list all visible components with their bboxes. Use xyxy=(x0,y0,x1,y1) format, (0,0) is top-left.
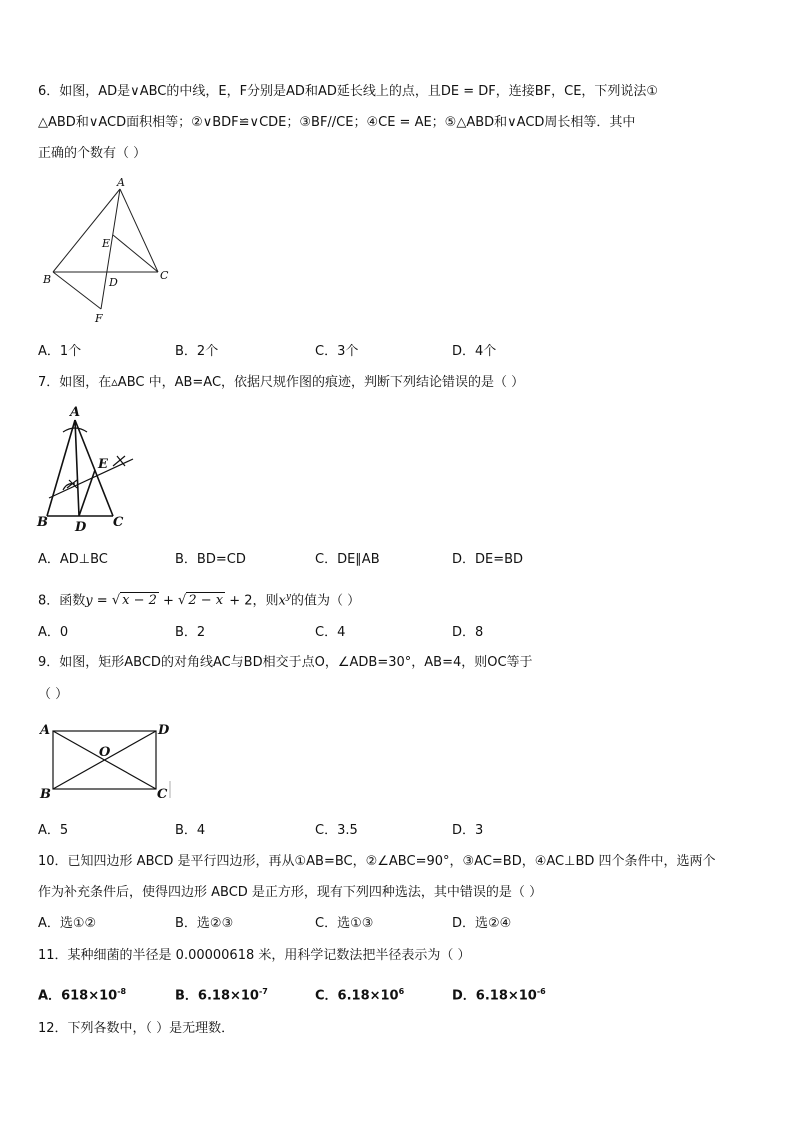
radical-sign-icon: √ xyxy=(178,593,187,609)
q6-stem-line3: 正确的个数有（ ） xyxy=(38,146,147,161)
q11-option-b[interactable] xyxy=(175,983,268,1005)
q9-label-a: A xyxy=(40,723,51,738)
q9-label-o: O xyxy=(99,745,111,760)
q11-option-a-prefix: A． xyxy=(38,988,62,1004)
q7-option-a[interactable]: A．AD⊥BC xyxy=(38,552,108,567)
q11-option-b-mantissa: 6.18×10 xyxy=(197,988,259,1004)
q6-label-c: C xyxy=(160,269,169,282)
q11-option-c-exponent: 6 xyxy=(398,987,405,996)
q9-label-b: B xyxy=(40,787,51,802)
q7-label-e: E xyxy=(98,457,108,472)
q7-arc-cross-right xyxy=(113,456,125,466)
q10-option-d[interactable]: D．选②④ xyxy=(452,916,512,931)
q9-stem-line1: 9．如图，矩形ABCD的对角线AC与BD相交于点O，∠ADB=30°，AB=4，则OC等于 xyxy=(38,655,533,670)
q8-option-a[interactable]: A．0 xyxy=(38,625,69,640)
q6-label-d: D xyxy=(109,276,118,289)
q6-label-e: E xyxy=(102,237,111,250)
q6-label-f: F xyxy=(95,312,103,325)
q8-sqrt-2 xyxy=(178,592,225,610)
q11-option-c-mantissa: 6.18×10 xyxy=(337,988,399,1004)
q11-stem: 11．某种细菌的半径是 0.00000618 米，用科学记数法把半径表示为（ ） xyxy=(38,948,471,963)
q6-option-c[interactable]: C．3个 xyxy=(315,344,359,359)
q9-label-c: C xyxy=(157,787,168,802)
q7-construction-figure xyxy=(35,404,140,534)
q6-option-b[interactable]: B．2个 xyxy=(175,344,219,359)
q6-stem-line1: 6．如图，AD是∨ABC的中线，E，F分别是AD和AD延长线上的点，且DE = DF，连接BF，CE，下列说法① xyxy=(38,84,659,99)
q7-segment-ad xyxy=(75,420,79,516)
radical-sign-icon: √ xyxy=(111,593,121,609)
q7-label-d: D xyxy=(75,520,87,534)
q9-rectangle-figure xyxy=(36,718,176,803)
q7-stem: 7．如图，在▵ABC 中，AB=AC，依据尺规作图的痕迹，判断下列结论错误的是（ ） xyxy=(38,375,525,390)
q10-option-b[interactable]: B．选②③ xyxy=(175,916,234,931)
q8-radicand-2: 2 − x xyxy=(188,593,224,609)
q6-triangle-figure xyxy=(38,175,178,325)
q11-option-a-mantissa: 618×10 xyxy=(61,988,118,1004)
q7-label-b: B xyxy=(37,515,48,530)
q6-option-a[interactable]: A．1个 xyxy=(38,344,82,359)
q8-equals: = xyxy=(92,593,112,609)
q8-prefix: 8．函数 xyxy=(38,593,86,609)
q6-segment-bf xyxy=(53,272,101,309)
q8-option-d[interactable]: D．8 xyxy=(452,625,484,640)
q10-option-c[interactable]: C．选①③ xyxy=(315,916,374,931)
q7-option-b[interactable]: B．BD=CD xyxy=(175,552,246,567)
q8-tail: + 2，则 xyxy=(225,593,279,609)
q11-option-d-prefix: D． xyxy=(452,988,476,1004)
q8-option-c[interactable]: C．4 xyxy=(315,625,346,640)
q9-option-d[interactable]: D．3 xyxy=(452,823,484,838)
q6-segment-ac xyxy=(120,189,158,272)
q11-option-d[interactable] xyxy=(452,983,546,1005)
q9-stem-line2: （ ） xyxy=(38,687,69,702)
q8-sqrt-1 xyxy=(112,592,159,610)
q8-plus: + xyxy=(158,593,179,609)
q9-option-a[interactable]: A．5 xyxy=(38,823,69,838)
q8-power-exp: y xyxy=(285,592,291,602)
q11-option-c-prefix: C． xyxy=(315,988,338,1004)
q9-option-b[interactable]: B．4 xyxy=(175,823,206,838)
q7-segment-de xyxy=(79,470,95,516)
q6-label-b: B xyxy=(43,273,52,286)
q6-segment-ab xyxy=(53,189,120,272)
q8-suffix: 的值为（ ） xyxy=(290,593,361,609)
q10-option-a[interactable]: A．选①② xyxy=(38,916,97,931)
q6-label-a: A xyxy=(117,176,125,189)
q8-radicand-1: x − 2 xyxy=(122,593,157,609)
q7-label-c: C xyxy=(113,515,124,530)
q6-segment-ce xyxy=(113,235,158,272)
q11-option-b-exponent: -7 xyxy=(258,987,268,996)
q9-label-d: D xyxy=(158,723,170,738)
q7-option-d[interactable]: D．DE=BD xyxy=(452,552,524,567)
q12-stem: 12．下列各数中，（ ）是无理数． xyxy=(38,1021,235,1036)
q11-option-c[interactable] xyxy=(315,983,404,1005)
q9-option-c[interactable]: C．3.5 xyxy=(315,823,358,838)
q11-option-a[interactable] xyxy=(38,983,126,1005)
q7-label-a: A xyxy=(70,405,81,420)
q10-stem-line1: 10．已知四边形 ABCD 是平行四边形，再从①AB=BC，②∠ABC=90°，③AC=BD，④AC⊥BD 四个条件中，选两个 xyxy=(38,854,716,869)
q7-option-c[interactable]: C．DE∥AB xyxy=(315,552,380,567)
q8-func-y: y xyxy=(85,593,93,609)
q11-option-b-prefix: B． xyxy=(175,988,198,1004)
q8-stem xyxy=(38,588,360,610)
q8-power-base: x xyxy=(278,593,286,609)
q10-stem-line2: 作为补充条件后，使得四边形 ABCD 是正方形，现有下列四种选法，其中错误的是（ ） xyxy=(38,885,543,900)
q11-option-d-mantissa: 6.18×10 xyxy=(475,988,537,1004)
q6-option-d[interactable]: D．4个 xyxy=(452,344,497,359)
q11-option-a-exponent: -8 xyxy=(117,987,127,996)
q8-option-b[interactable]: B．2 xyxy=(175,625,206,640)
q11-option-d-exponent: -6 xyxy=(536,987,546,996)
q7-segment-ab xyxy=(47,420,75,516)
q6-stem-line2: △ABD和∨ACD面积相等；②∨BDF≌∨CDE；③BF//CE；④CE = AE；⑤△ABD和∨ACD周长相等．其中 xyxy=(38,115,636,130)
